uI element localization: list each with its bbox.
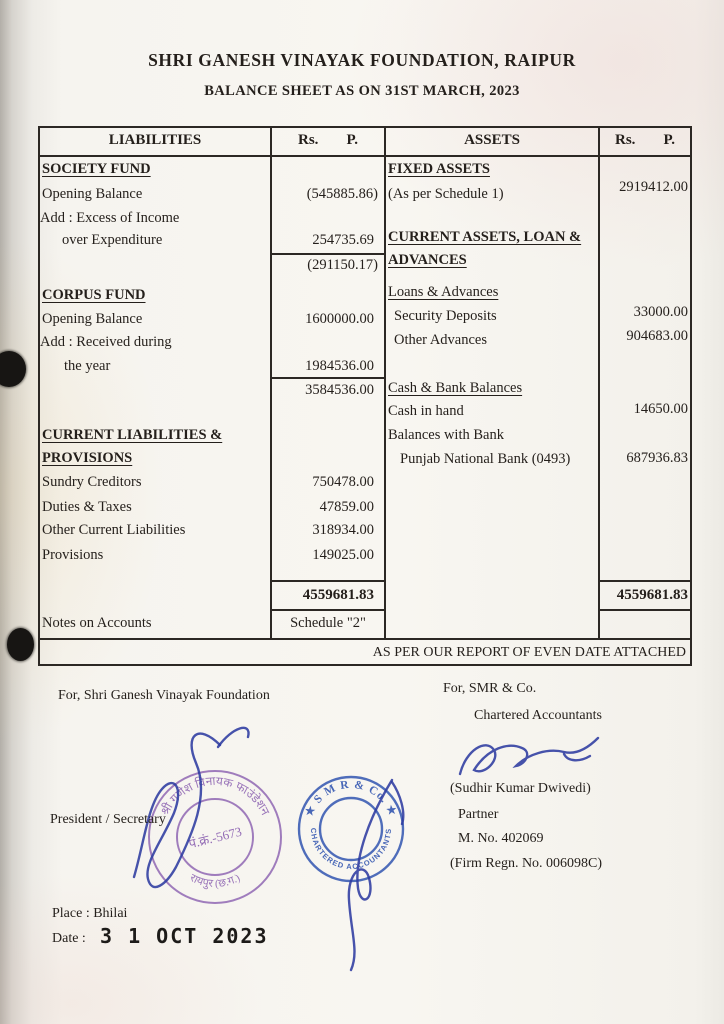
- rule-liab-total-bottom: [270, 609, 385, 611]
- date-label: Date :: [52, 931, 86, 946]
- rule-liab-total-top: [270, 580, 385, 582]
- page-title: SHRI GANESH VINAYAK FOUNDATION, RAIPUR: [148, 50, 576, 70]
- p-label: P.: [663, 132, 675, 148]
- ca-stamp-name-text: ★ S M R & Co. ★: [303, 778, 399, 819]
- date-stamp: 3 1 OCT 2023: [100, 924, 269, 948]
- amount: 318934.00: [312, 522, 374, 538]
- divider-assets-amount: [598, 126, 600, 638]
- section-current-assets-1: CURRENT ASSETS, LOAN &: [388, 229, 582, 245]
- ca-stamp-designation-text: CHARTERED ACCOUNTANTS: [308, 827, 394, 872]
- table-border-left: [38, 126, 40, 666]
- notes-schedule: Schedule "2": [290, 615, 366, 631]
- punch-hole-bottom: [7, 628, 34, 661]
- table-border-bottom: [38, 664, 692, 666]
- row-label: Add : Excess of Income: [40, 210, 180, 226]
- partner-name: (Sudhir Kumar Dwivedi): [450, 781, 591, 796]
- row-label: Opening Balance: [42, 186, 143, 202]
- amount: 1984536.00: [305, 358, 374, 374]
- row-label: Balances with Bank: [388, 427, 504, 443]
- amount: 687936.83: [626, 450, 688, 466]
- report-note: AS PER OUR REPORT OF EVEN DATE ATTACHED: [372, 645, 686, 660]
- president-signature: [100, 715, 300, 905]
- row-label: Security Deposits: [394, 308, 497, 324]
- amount: 750478.00: [312, 474, 374, 490]
- rule-assets-total-bottom: [598, 609, 692, 611]
- firm-registration-number: (Firm Regn. No. 006098C): [450, 856, 603, 871]
- section-fixed-assets: FIXED ASSETS: [388, 161, 490, 177]
- section-current-assets-2: ADVANCES: [388, 252, 467, 268]
- liabilities-total: 4559681.83: [302, 587, 374, 603]
- row-label: the year: [64, 358, 111, 374]
- column-header-liabilities: LIABILITIES: [108, 132, 202, 148]
- amount: 2919412.00: [619, 179, 688, 195]
- foundation-stamp-center-text: पं.क्रं.-5673: [187, 823, 244, 852]
- column-header-amount-left: [272, 132, 384, 149]
- rs-label: Rs.: [615, 132, 636, 148]
- rs-label: Rs.: [298, 132, 319, 148]
- amount: 14650.00: [633, 401, 688, 417]
- header-rule: [38, 155, 692, 157]
- row-label: over Expenditure: [62, 232, 163, 248]
- amount-subtotal: 3584536.00: [305, 382, 374, 398]
- row-label: Sundry Creditors: [42, 474, 142, 490]
- section-society-fund: SOCIETY FUND: [42, 161, 151, 177]
- amount: 33000.00: [633, 304, 688, 320]
- section-current-liabilities-2: PROVISIONS: [42, 450, 133, 466]
- subsection-cash-bank: Cash & Bank Balances: [388, 380, 523, 396]
- rule-society-subtotal: [270, 253, 385, 255]
- section-current-liabilities-1: CURRENT LIABILITIES &: [42, 427, 223, 443]
- signatory-right-designation: Chartered Accountants: [474, 708, 602, 723]
- amount: 47859.00: [319, 499, 374, 515]
- foundation-stamp-bottom-text: रायपुर (छ.ग.): [187, 871, 243, 891]
- table-border-top: [38, 126, 692, 128]
- row-label: (As per Schedule 1): [388, 186, 504, 202]
- row-label: Opening Balance: [42, 311, 143, 327]
- section-corpus-fund: CORPUS FUND: [42, 287, 146, 303]
- amount: (545885.86): [306, 186, 378, 202]
- column-header-assets: ASSETS: [464, 132, 520, 148]
- place-line: Place : Bhilai: [52, 906, 128, 921]
- footer-rule: [38, 638, 692, 640]
- row-label: Add : Received during: [40, 334, 172, 350]
- p-label: P.: [346, 132, 358, 148]
- row-label: Duties & Taxes: [42, 499, 132, 515]
- partner-signature-over-stamp: [318, 772, 418, 972]
- signatory-right-for: For, SMR & Co.: [443, 681, 537, 696]
- membership-number: M. No. 402069: [458, 831, 544, 846]
- amount: (291150.17): [307, 257, 378, 273]
- partner-role: Partner: [458, 807, 499, 822]
- table-border-right: [690, 126, 692, 666]
- subsection-loans-advances: Loans & Advances: [388, 284, 499, 300]
- page-subtitle: BALANCE SHEET AS ON 31ST MARCH, 2023: [204, 83, 520, 99]
- amount: 149025.00: [312, 547, 374, 563]
- signatory-left-role: President / Secretary: [50, 812, 166, 827]
- column-header-amount-right: [600, 132, 690, 149]
- amount: 904683.00: [626, 328, 688, 344]
- signatory-left-for: For, Shri Ganesh Vinayak Foundation: [58, 688, 270, 703]
- row-label-notes: Notes on Accounts: [42, 615, 152, 631]
- row-label: Other Current Liabilities: [42, 522, 186, 538]
- foundation-stamp-arc-text: श्री गणेश विनायक फाउंडेशन: [157, 773, 273, 818]
- row-label: Punjab National Bank (0493): [400, 451, 571, 467]
- assets-total: 4559681.83: [616, 587, 688, 603]
- amount: 1600000.00: [305, 311, 374, 327]
- punch-hole-top: [0, 351, 26, 387]
- rule-corpus-subtotal: [270, 377, 385, 379]
- row-label: Cash in hand: [388, 403, 464, 419]
- amount: 254735.69: [312, 232, 374, 248]
- row-label: Other Advances: [394, 332, 488, 348]
- row-label: Provisions: [42, 547, 104, 563]
- divider-amount-assets: [384, 126, 386, 638]
- rule-assets-total-top: [598, 580, 692, 582]
